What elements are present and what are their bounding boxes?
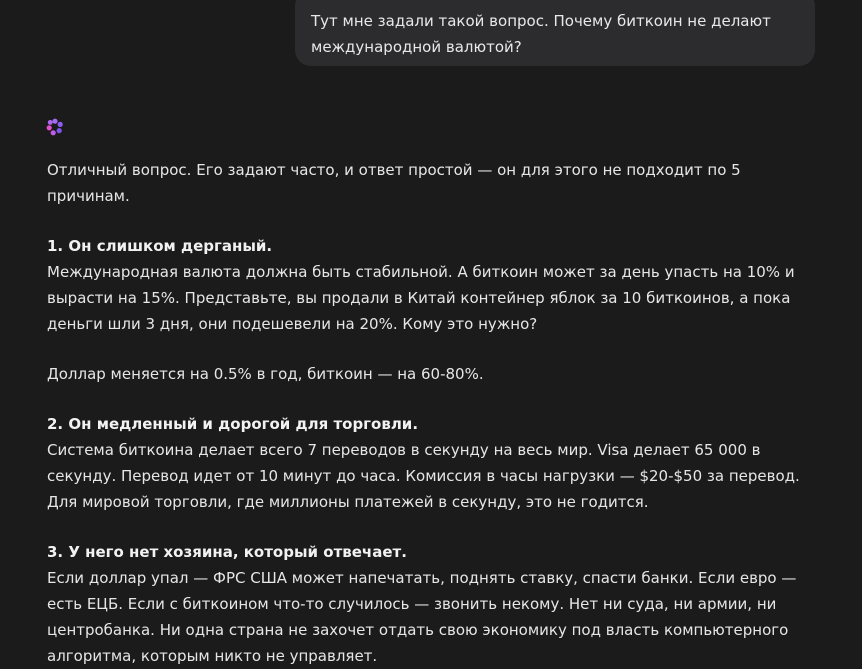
section-2: [47, 411, 827, 515]
section-1-body: Международная валюта должна быть стабильной. А биткоин может за день упасть на 10% и вырасти на 15%. Представьте, вы продали в Китай контейнер яблок за 10 биткоинов, а пока деньги шли 3 дня, они подешевели на 20%. Кому это нужно?: [47, 263, 795, 333]
assistant-avatar-icon: [45, 117, 65, 137]
section-2-heading: 2. Он медленный и дорогой для торговли.: [47, 415, 419, 433]
section-3: [47, 539, 827, 669]
section-1: [47, 233, 827, 387]
assistant-response: [47, 157, 827, 669]
user-message-bubble: [295, 0, 815, 66]
section-3-heading: 3. У него нет хозяина, который отвечает.: [47, 543, 407, 561]
section-1-extra: Доллар меняется на 0.5% в год, биткоин — на 60-80%.: [47, 365, 484, 383]
user-message-text: Тут мне задали такой вопрос. Почему биткоин не делают международной валютой?: [311, 12, 771, 56]
section-3-body: Если доллар упал — ФРС США может напечатать, поднять ставку, спасти банки. Если евро — есть ЕЦБ. Если с биткоином что-то случилось — звонить некому. Нет ни суда, ни армии, ни центробанка. Ни одна страна не захочет отдать свою экономику под власть компьютерного алгоритма, которым никто не управляет.: [47, 569, 797, 665]
assistant-intro: Отличный вопрос. Его задают часто, и ответ простой — он для этого не подходит по 5 причинам.: [47, 161, 741, 205]
section-2-body: Система биткоина делает всего 7 переводов в секунду на весь мир. Visa делает 65 000 в секунду. Перевод идет от 10 минут до часа. Комиссия в часы нагрузки — $20-$50 за перевод. Для мировой торговли, где миллионы платежей в секунду, это не годится.: [47, 441, 800, 511]
section-1-heading: 1. Он слишком дерганый.: [47, 237, 273, 255]
